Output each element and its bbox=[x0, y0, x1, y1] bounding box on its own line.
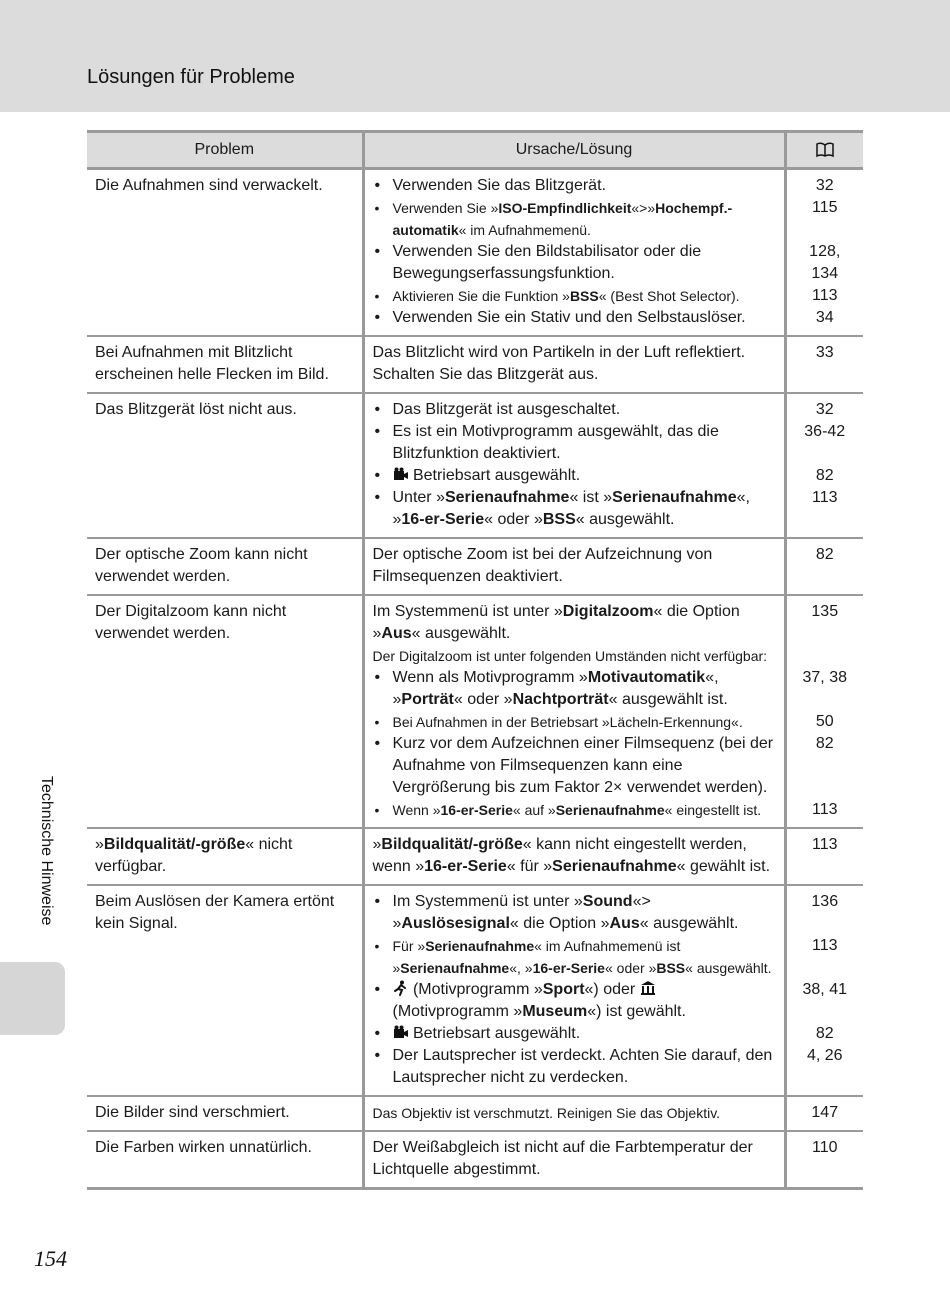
page-reference: 82 bbox=[815, 735, 834, 752]
cause-paragraph: Der optische Zoom ist bei der Aufzeichnung von Filmsequenzen deaktiviert. bbox=[372, 546, 713, 585]
page-reference bbox=[789, 755, 862, 777]
page-reference: 113 bbox=[811, 836, 838, 853]
page-reference: 34 bbox=[815, 309, 834, 326]
cause-list-item: • Der Lautsprecher ist verdeckt. Achten Sie darauf, den Lautsprecher nicht zu verdecken. bbox=[373, 1045, 777, 1089]
cause-cell bbox=[363, 336, 785, 393]
problem-cell: Die Bilder sind verschmiert. bbox=[87, 1096, 363, 1131]
page-reference: 147 bbox=[811, 1104, 839, 1121]
page-reference-cell bbox=[785, 1131, 863, 1189]
problem-cell: »Bildqualität/-größe« nicht verfügbar. bbox=[87, 828, 363, 885]
page-reference: 135 bbox=[811, 603, 839, 620]
cause-list-item: • Das Blitzgerät ist ausgeschaltet. bbox=[373, 399, 777, 421]
cause-list-item: • Im Systemmenü ist unter »Sound«> »Auslösesignal« die Option »Aus« ausgewählt. bbox=[373, 891, 777, 935]
page-reference: 32 bbox=[815, 177, 834, 194]
cause-list-item: • Unter »Serienaufnahme« ist »Serienaufnahme«, »16-er-Serie« oder »BSS« ausgewählt. bbox=[373, 487, 777, 531]
cause-list-item: • Verwenden Sie das Blitzgerät. bbox=[373, 175, 777, 197]
page-reference: 82 bbox=[815, 467, 834, 484]
table-header-row bbox=[87, 132, 863, 169]
problem-cell: Die Aufnahmen sind verwackelt. bbox=[87, 169, 363, 337]
cause-paragraph: Das Objektiv ist verschmutzt. Reinigen Sie das Objektiv. bbox=[372, 1105, 721, 1121]
museum-icon bbox=[640, 981, 656, 998]
cause-cell bbox=[363, 169, 785, 337]
column-header-cause: Ursache/Lösung bbox=[363, 132, 785, 169]
chapter-label: Technische Hinweise bbox=[38, 776, 55, 926]
table-row bbox=[87, 336, 863, 393]
cause-list-item: • Betriebsart ausgewählt. bbox=[373, 1023, 777, 1045]
page-reference-cell bbox=[785, 538, 863, 595]
sport-icon bbox=[393, 981, 409, 998]
page-reference: 33 bbox=[815, 344, 834, 361]
cause-cell bbox=[363, 1131, 785, 1189]
cause-cell bbox=[363, 393, 785, 538]
movie-icon bbox=[393, 1025, 409, 1042]
page-reference: 36-42 bbox=[804, 423, 846, 440]
table-row bbox=[87, 885, 863, 1096]
page-reference: 38, 41 bbox=[802, 981, 847, 998]
problem-cell: Der optische Zoom kann nicht verwendet werden. bbox=[87, 538, 363, 595]
cause-cell bbox=[363, 828, 785, 885]
page-reference-cell bbox=[785, 595, 863, 828]
page-reference-cell bbox=[785, 393, 863, 538]
page-reference bbox=[789, 623, 862, 645]
page-reference: 82 bbox=[815, 546, 834, 563]
page-reference: 113 bbox=[811, 489, 838, 506]
table-row bbox=[87, 595, 863, 828]
movie-icon bbox=[393, 467, 409, 484]
table-row bbox=[87, 538, 863, 595]
cause-list-item: • (Motivprogramm »Sport«) oder (Motivprogramm »Museum«) ist gewählt. bbox=[373, 979, 777, 1023]
table-row bbox=[87, 1131, 863, 1189]
page-header bbox=[0, 0, 950, 112]
page-reference: 113 bbox=[811, 937, 838, 954]
cause-list-item: • Verwenden Sie »ISO-Empfindlichkeit«>»Hochempf.-automatik« im Aufnahmemenü. bbox=[373, 197, 777, 241]
cause-paragraph: Das Blitzlicht wird von Partikeln in der Luft reflektiert. Schalten Sie das Blitzgerät aus. bbox=[372, 344, 746, 383]
column-header-problem: Problem bbox=[87, 132, 363, 169]
page-number: 154 bbox=[34, 1246, 67, 1271]
cause-list-item: • Wenn als Motivprogramm »Motivautomatik«, »Porträt« oder »Nachtporträt« ausgewählt ist. bbox=[373, 667, 777, 711]
page-reference bbox=[789, 689, 862, 711]
cause-list-item: • Kurz vor dem Aufzeichnen einer Filmsequenz (bei der Aufnahme von Filmsequenzen kann eine Vergrößerung bis zum Faktor 2× verwendet werden). bbox=[373, 733, 777, 799]
problem-cell: Beim Auslösen der Kamera ertönt kein Signal. bbox=[87, 885, 363, 1096]
cause-list-item: • Wenn »16-er-Serie« auf »Serienaufnahme« eingestellt ist. bbox=[373, 799, 777, 821]
page-reference: 115 bbox=[811, 199, 838, 216]
cause-cell bbox=[363, 595, 785, 828]
cause-paragraph: »Bildqualität/-größe« kann nicht eingestellt werden, wenn »16-er-Serie« für »Serienaufnahme« gewählt ist. bbox=[372, 836, 771, 875]
page-reference: 136 bbox=[811, 893, 839, 910]
page-reference: 32 bbox=[815, 401, 834, 418]
page-reference: 113 bbox=[811, 287, 838, 304]
page-reference bbox=[789, 645, 862, 667]
cause-cell bbox=[363, 885, 785, 1096]
table-row bbox=[87, 1096, 863, 1131]
table-row bbox=[87, 169, 863, 337]
cause-cell bbox=[363, 538, 785, 595]
page-reference: 134 bbox=[811, 265, 839, 282]
page-reference bbox=[789, 777, 862, 799]
problem-cell: Die Farben wirken unnatürlich. bbox=[87, 1131, 363, 1189]
page-reference: 113 bbox=[811, 801, 838, 818]
problem-cell: Der Digitalzoom kann nicht verwendet werden. bbox=[87, 595, 363, 828]
table-row bbox=[87, 393, 863, 538]
page-reference bbox=[789, 443, 862, 465]
problem-cell: Das Blitzgerät löst nicht aus. bbox=[87, 393, 363, 538]
page-reference bbox=[789, 957, 862, 979]
cause-list-item: • Verwenden Sie den Bildstabilisator oder die Bewegungserfassungsfunktion. bbox=[373, 241, 777, 285]
page-reference: 50 bbox=[815, 713, 834, 730]
page-reference-cell bbox=[785, 169, 863, 337]
troubleshooting-table bbox=[87, 130, 863, 1190]
page-reference: 4, 26 bbox=[806, 1047, 843, 1064]
page-reference: 128, bbox=[809, 243, 841, 260]
page-reference: 110 bbox=[811, 1139, 838, 1156]
cause-list-item: • Bei Aufnahmen in der Betriebsart »Lächeln-Erkennung«. bbox=[373, 711, 777, 733]
page-reference-cell bbox=[785, 1096, 863, 1131]
chapter-tab bbox=[0, 962, 65, 1035]
cause-list-item: • Es ist ein Motivprogramm ausgewählt, das die Blitzfunktion deaktiviert. bbox=[373, 421, 777, 465]
page-reference-cell bbox=[785, 336, 863, 393]
page-reference bbox=[789, 1001, 862, 1023]
page-reference bbox=[789, 913, 862, 935]
page-title: Lösungen für Probleme bbox=[87, 66, 295, 88]
page-reference: 82 bbox=[815, 1025, 834, 1042]
page-reference: 37, 38 bbox=[802, 669, 847, 686]
cause-paragraph: Der Weißabgleich ist nicht auf die Farbtemperatur der Lichtquelle abgestimmt. bbox=[372, 1139, 753, 1178]
column-header-page bbox=[785, 132, 863, 169]
page-reference-cell bbox=[785, 828, 863, 885]
cause-paragraph: Im Systemmenü ist unter »Digitalzoom« die Option »Aus« ausgewählt. bbox=[372, 603, 740, 642]
page-reference bbox=[789, 219, 862, 241]
cause-list-item: • Verwenden Sie ein Stativ und den Selbstauslöser. bbox=[373, 307, 777, 329]
page-reference-cell bbox=[785, 885, 863, 1096]
table-row bbox=[87, 828, 863, 885]
cause-cell bbox=[363, 1096, 785, 1131]
problem-cell: Bei Aufnahmen mit Blitzlicht erscheinen helle Flecken im Bild. bbox=[87, 336, 363, 393]
cause-list-item: • Aktivieren Sie die Funktion »BSS« (Best Shot Selector). bbox=[373, 285, 777, 307]
book-icon bbox=[815, 142, 835, 158]
cause-paragraph: Der Digitalzoom ist unter folgenden Umständen nicht verfügbar: bbox=[372, 648, 768, 664]
cause-list-item: • Betriebsart ausgewählt. bbox=[373, 465, 777, 487]
cause-list-item: • Für »Serienaufnahme« im Aufnahmemenü ist »Serienaufnahme«, »16-er-Serie« oder »BSS« ausgewählt. bbox=[373, 935, 777, 979]
